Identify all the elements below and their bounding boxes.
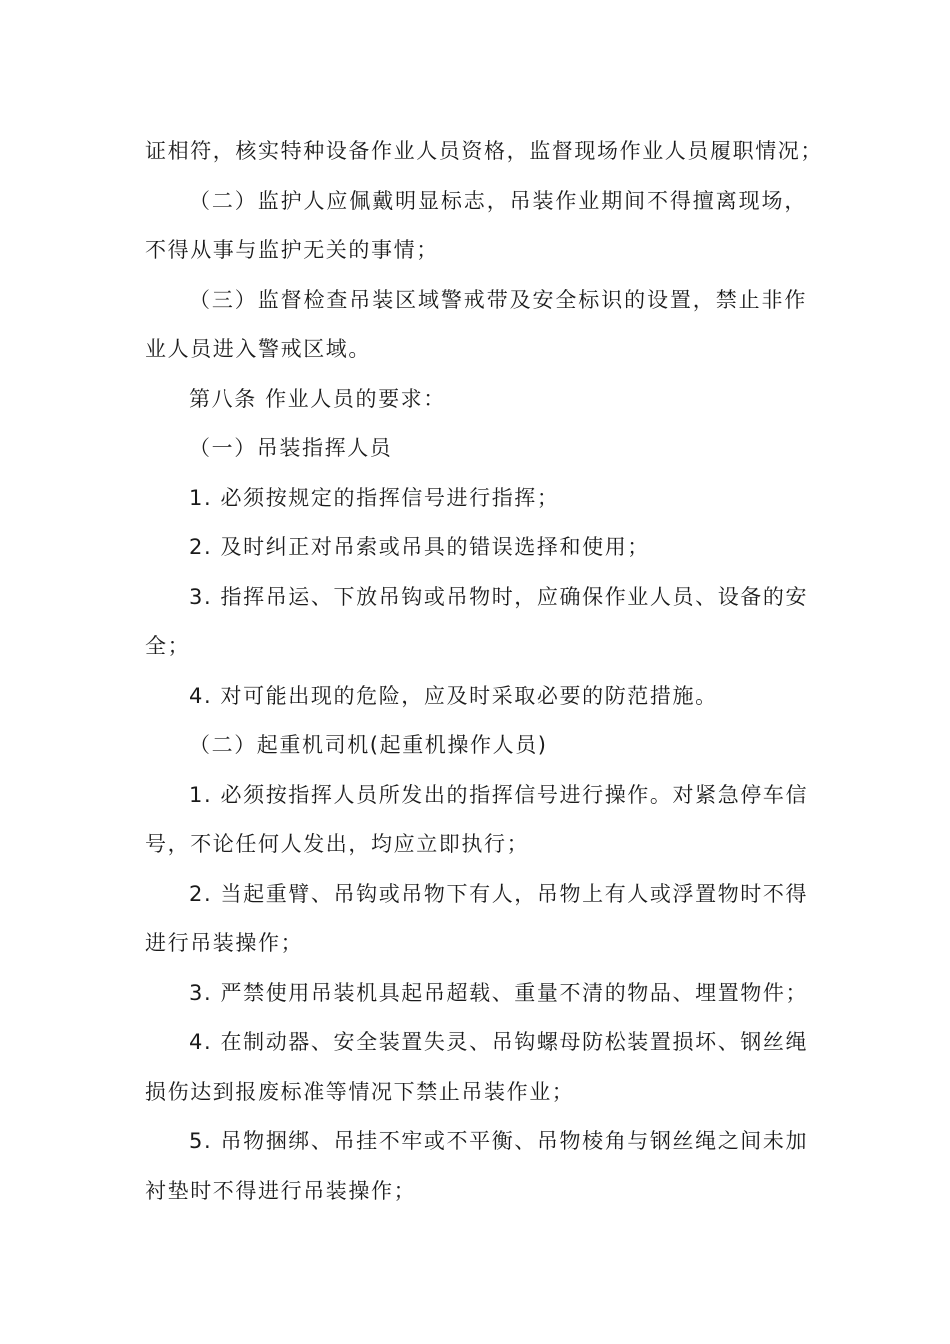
text-line: 2. 当起重臂、吊钩或吊物下有人，吊物上有人或浮置物时不得 <box>189 881 809 906</box>
text-line: （一）吊装指挥人员 <box>189 436 393 460</box>
text-line: 进行吊装操作； <box>145 931 304 955</box>
text-line: 3. 指挥吊运、下放吊钩或吊物时，应确保作业人员、设备的安 <box>189 584 809 609</box>
text-line: 3. 严禁使用吊装机具起吊超载、重量不清的物品、埋置物件； <box>189 980 809 1005</box>
text-line: 第八条 作业人员的要求： <box>189 386 446 411</box>
text-line: 5. 吊物捆绑、吊挂不牢或不平衡、吊物棱角与钢丝绳之间未加 <box>189 1129 809 1153</box>
text-line: （二）监护人应佩戴明显标志，吊装作业期间不得擅离现场， <box>189 188 807 213</box>
text-line: 1. 必须按指挥人员所发出的指挥信号进行操作。对紧急停车信 <box>189 782 809 807</box>
text-line: （三）监督检查吊装区域警戒带及安全标识的设置，禁止非作 <box>189 287 807 312</box>
text-line: 2. 及时纠正对吊索或吊具的错误选择和使用； <box>189 535 650 559</box>
text-line: 业人员进入警戒区域。 <box>145 337 371 361</box>
text-line: 4. 对可能出现的危险，应及时采取必要的防范措施。 <box>189 683 718 708</box>
text-line: 1. 必须按规定的指挥信号进行指挥； <box>189 485 560 510</box>
text-line: 衬垫时不得进行吊装操作； <box>145 1178 417 1203</box>
text-line: 不得从事与监护无关的事情； <box>145 238 439 262</box>
text-line: 全； <box>145 634 191 658</box>
text-line: 证相符，核实特种设备作业人员资格，监督现场作业人员履职情况； <box>145 139 823 163</box>
text-line: （二）起重机司机(起重机操作人员) <box>189 733 548 757</box>
text-line: 4. 在制动器、安全装置失灵、吊钩螺母防松装置损坏、钢丝绳 <box>189 1030 809 1054</box>
text-line: 号，不论任何人发出，均应立即执行； <box>145 832 530 856</box>
text-line: 损伤达到报废标准等情况下禁止吊装作业； <box>145 1079 575 1104</box>
document-body <box>145 127 823 1216</box>
